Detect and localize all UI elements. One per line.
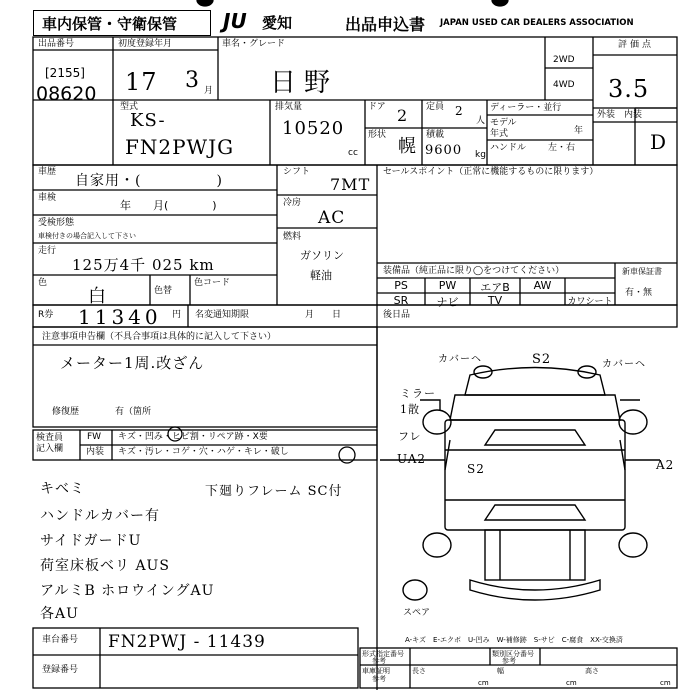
inspector-fw-items: キズ・凹み・ヒビ割・リペア跡・X要	[118, 432, 268, 442]
diagram-note-s2-mid: S2	[467, 462, 485, 476]
equipment-leather-seat: カワシート	[567, 297, 613, 307]
receipt-note: 車検付きの場合記入して下さい	[38, 232, 136, 240]
drive-4wd: 4WD	[553, 80, 575, 90]
note-4: サイドガードU	[40, 533, 142, 549]
car-name-value: 日野	[270, 68, 339, 98]
tax-notice-label: 名変通知期限	[195, 310, 250, 320]
warehouse-label: 車庫証明	[362, 667, 390, 675]
model-year-label: モデル 年式	[490, 118, 517, 139]
notice-line1: メーター1周.改ざん	[60, 354, 205, 372]
interior-rating: D	[650, 130, 668, 154]
registration-month: 3	[185, 68, 200, 93]
diagram-note-cover-right: カバーヘ	[602, 359, 646, 370]
capacity-unit: 人	[476, 116, 486, 126]
note-7: 各AU	[40, 606, 79, 622]
inspection-label: 車検	[38, 193, 57, 203]
org-name-en: JAPAN USED CAR DEALERS ASSOCIATION	[440, 18, 634, 28]
model-value: FN2PWJG	[125, 135, 235, 159]
equipment-aw: AW	[533, 279, 552, 292]
length-label: 長さ	[412, 667, 426, 675]
width-label: 幅	[497, 667, 504, 675]
equipment-navi: ナビ	[436, 296, 459, 309]
load-unit: kg	[475, 150, 486, 160]
rating-label: 評価点	[618, 40, 655, 50]
shift-value: 7MT	[330, 175, 371, 194]
model-label: 型式	[120, 102, 139, 112]
inspection-value: 年 月( )	[120, 199, 217, 212]
doors-value: 2	[397, 106, 409, 125]
rear-eq-label: 後日品	[383, 310, 411, 320]
diagram-note-s2-top: S2	[532, 352, 552, 367]
history-value: 自家用・( )	[75, 173, 223, 189]
equipment-label: 装備品（純正品に限り◯をつけてください）	[383, 266, 565, 276]
car-name-label: 車名・グレード	[222, 39, 286, 49]
equipment-pw: PW	[438, 279, 457, 292]
height-label: 高さ	[585, 667, 599, 675]
sales-point-label: セールスポイント（正常に機能するものに限ります）	[383, 167, 599, 177]
capacity-label: 定員	[426, 102, 445, 112]
color-change-label: 色替	[154, 286, 173, 296]
note-2: 下廻りフレーム SC付	[205, 484, 343, 499]
drive-2wd: 2WD	[553, 55, 575, 65]
diagram-note-ua2: UA2	[397, 452, 427, 466]
load-label: 積載	[426, 130, 445, 140]
registration-year: 17	[125, 68, 158, 96]
repair-label: 修復歴	[52, 407, 80, 417]
length-unit: cm	[478, 679, 489, 687]
equipment-sr: SR	[393, 294, 409, 307]
rating-value: 3.5	[608, 75, 650, 103]
ext-int-label: 外装 内装	[597, 110, 643, 120]
shape-label: 形状	[368, 130, 387, 140]
receipt-label: 受検形態	[38, 218, 75, 228]
displacement-value: 10520	[282, 118, 345, 139]
diagram-note-a2: A2	[656, 458, 675, 472]
repair-value: 有（箇所	[115, 407, 152, 417]
r-voucher-unit: 円	[172, 310, 182, 320]
diagram-note-mirror: ミラー 1散	[400, 387, 436, 416]
chassis-value: FN2PWJ - 11439	[108, 632, 266, 652]
note-1: キベミ	[40, 481, 85, 497]
registration-month-unit: 月	[204, 86, 214, 96]
load-value: 9600	[425, 143, 463, 158]
inspector-fw-label: FW	[87, 432, 102, 442]
capacity-value: 2	[455, 104, 464, 118]
category-label: 類別区分番号	[492, 650, 534, 658]
model-prefix: KS-	[130, 110, 166, 131]
equipment-ps: PS	[394, 279, 408, 292]
type-label: 形式指定番号	[362, 650, 404, 658]
ref-label-2: 参考	[502, 657, 516, 665]
diagram-legend: A-キズ E-エクボ U-凹み W-補修跡 S-サビ C-腐食 XX-交換済	[405, 636, 623, 644]
inspector-int-label: 内装	[86, 447, 105, 457]
reg-number-label: 登録番号	[42, 665, 79, 675]
r-voucher-value: 11340	[78, 305, 162, 329]
new-car-warranty-label: 新車保証書	[622, 267, 662, 276]
ju-logo: JU	[223, 9, 247, 33]
color-label: 色	[38, 278, 48, 288]
new-car-warranty-value: 有・無	[625, 288, 653, 298]
history-label: 車歴	[38, 167, 57, 177]
mileage-label: 走行	[38, 246, 57, 256]
mileage-value: 125万4千 025 km	[72, 256, 215, 274]
note-5: 荷室床板ベリ AUS	[40, 558, 170, 574]
doors-label: ドア	[368, 102, 386, 112]
handle-value: 左・右	[548, 143, 576, 153]
storage-label: 車内保管・守衛保管	[42, 15, 178, 33]
inspector-label: 検査員 記入欄	[36, 433, 64, 454]
note-3: ハンドルカバー有	[40, 508, 160, 524]
diagram-note-cover-left: カバーヘ	[438, 354, 482, 365]
cooling-label: 冷房	[283, 198, 302, 208]
lot-number: 08620	[36, 83, 97, 105]
color-value: 白	[88, 286, 107, 307]
width-unit: cm	[566, 679, 577, 687]
dealer-label: ディーラー・並行	[490, 103, 562, 113]
fuel-gasoline: ガソリン	[300, 249, 344, 262]
org-name: 愛知	[262, 14, 293, 32]
shape-value: 幌	[398, 136, 417, 157]
r-voucher-label: R券	[38, 310, 54, 320]
height-unit: cm	[660, 679, 671, 687]
color-code-label: 色コード	[194, 278, 231, 288]
ref-label-3: 参考	[372, 675, 386, 683]
equipment-airbag: エアB	[480, 281, 510, 294]
fuel-diesel: 軽油	[310, 269, 332, 282]
registration-label: 初度登録年月	[118, 39, 173, 49]
notice-label: 注意事項申告欄（不具合事項は具体的に記入して下さい）	[42, 332, 277, 342]
form-title: 出品申込書	[345, 15, 426, 34]
note-6: アルミB ホロウイングAU	[40, 583, 215, 599]
handle-label: ハンドル	[490, 143, 527, 153]
lot-number-label: 出品番号	[38, 39, 75, 49]
inspector-int-items: キズ・汚レ・コゲ・穴・ハゲ・キレ・破し	[118, 447, 289, 457]
shift-label: シフト	[283, 167, 311, 177]
displacement-unit: cc	[348, 148, 358, 158]
model-year-unit: 年	[574, 126, 584, 136]
equipment-tv: TV	[487, 294, 503, 307]
chassis-label: 車台番号	[42, 635, 79, 645]
tax-notice-value: 月 日	[305, 310, 342, 320]
fuel-label: 燃料	[283, 232, 302, 242]
diagram-spare: スペア	[403, 608, 431, 618]
lot-sub-number: [2155]	[45, 66, 85, 80]
cooling-value: AC	[318, 208, 346, 228]
displacement-label: 排気量	[275, 102, 303, 112]
diagram-note-fure: フレ	[398, 430, 422, 443]
ref-label-1: 参考	[372, 657, 386, 665]
